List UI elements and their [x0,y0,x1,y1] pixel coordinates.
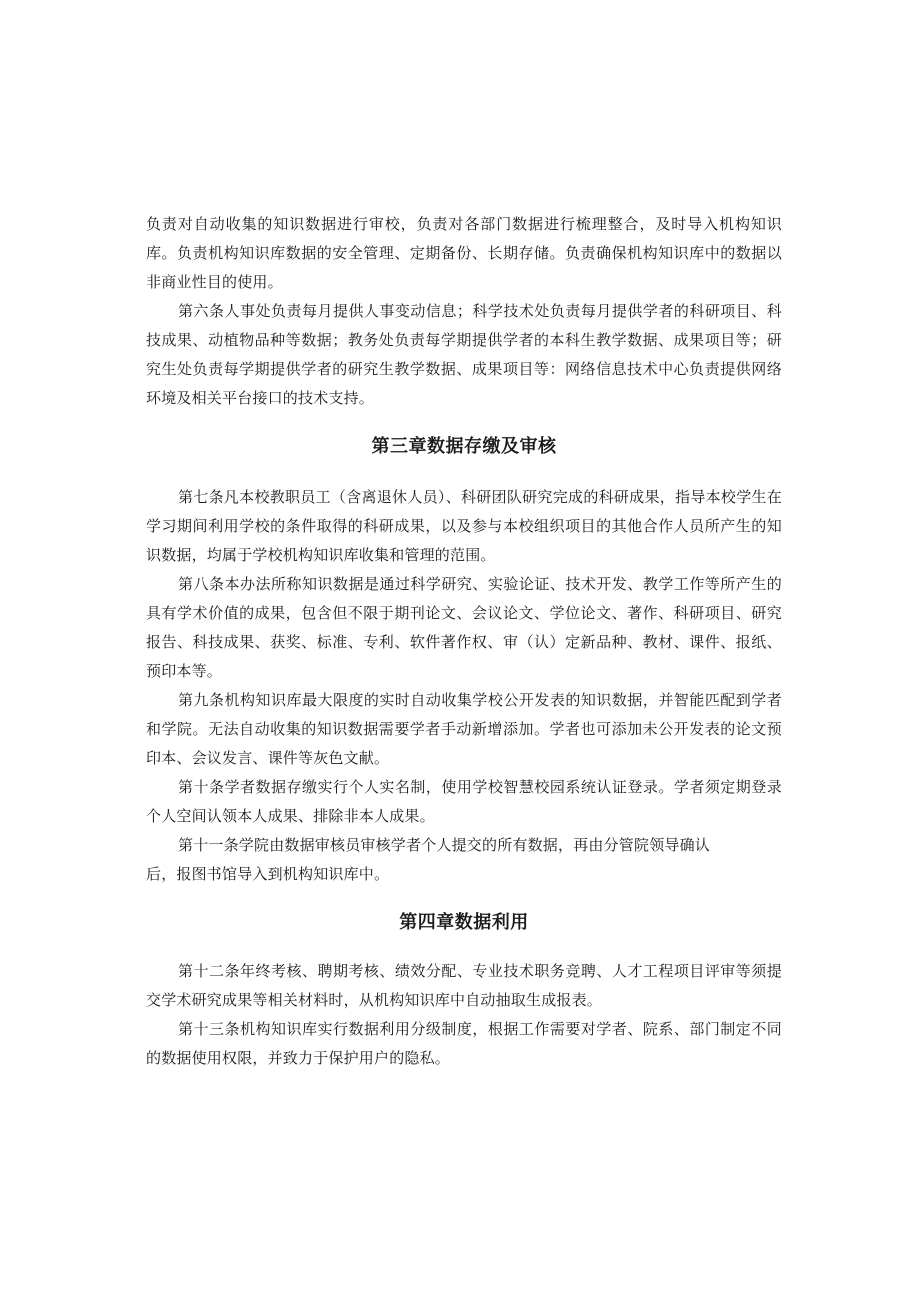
article-8: 第八条本办法所称知识数据是通过科学研究、实验论证、技术开发、教学工作等所产生的具有学术价值的成果，包含但不限于期刊论文、会议论文、学位论文、著作、科研项目、研究报告、科技成果、获奖、标准、专利、软件著作权、审（认）定新品种、教材、课件、报纸、预印本等。 [146,575,782,680]
article-11-line-1: 第十一条学院由数据审核员审核学者个人提交的所有数据，再由分管院领导确认 [178,836,711,854]
article-12: 第十二条年终考核、聘期考核、绩效分配、专业技术职务竞聘、人才工程项目评审等须提交学术研究成果等相关材料时，从机构知识库中自动抽取生成报表。 [146,962,782,1009]
article-9: 第九条机构知识库最大限度的实时自动收集学校公开发表的知识数据，并智能匹配到学者和学院。无法自动收集的知识数据需要学者手动新增添加。学者也可添加未公开发表的论文预印本、会议发言、课件等灰色文献。 [146,691,782,767]
article-7: 第七条凡本校教职员工（含离退休人员）、科研团队研究完成的科研成果，指导本校学生在学习期间利用学校的条件取得的科研成果，以及参与本校组织项目的其他合作人员所产生的知识数据，均属于学校机构知识库收集和管理的范围。 [146,488,782,564]
paragraph-continued: 负责对自动收集的知识数据进行审校，负责对各部门数据进行梳理整合，及时导入机构知识库。负责机构知识库数据的安全管理、定期备份、长期存储。负责确保机构知识库中的数据以非商业性目的使用。 [146,215,782,291]
article-11-line-2: 后，报图书馆导入到机构知识库中。 [146,865,390,883]
article-10: 第十条学者数据存缴实行个人实名制，使用学校智慧校园系统认证登录。学者须定期登录个人空间认领本人成果、排除非本人成果。 [146,778,782,825]
article-6: 第六条人事处负责每月提供人事变动信息；科学技术处负责每月提供学者的科研项目、科技成果、动植物品种等数据；教务处负责每学期提供学者的本科生教学数据、成果项目等；研究生处负责每学期提供学者的研究生教学数据、成果项目等：网络信息技术中心负责提供网络环境及相关平台接口的技术支持。 [146,302,782,407]
chapter-3-heading: 第三章数据存缴及审核 [371,436,557,457]
document-body [146,210,782,1073]
article-13: 第十三条机构知识库实行数据利用分级制度，根据工作需要对学者、院系、部门制定不同的数据使用权限，并致力于保护用户的隐私。 [146,1020,782,1067]
chapter-4-heading: 第四章数据利用 [399,912,529,933]
